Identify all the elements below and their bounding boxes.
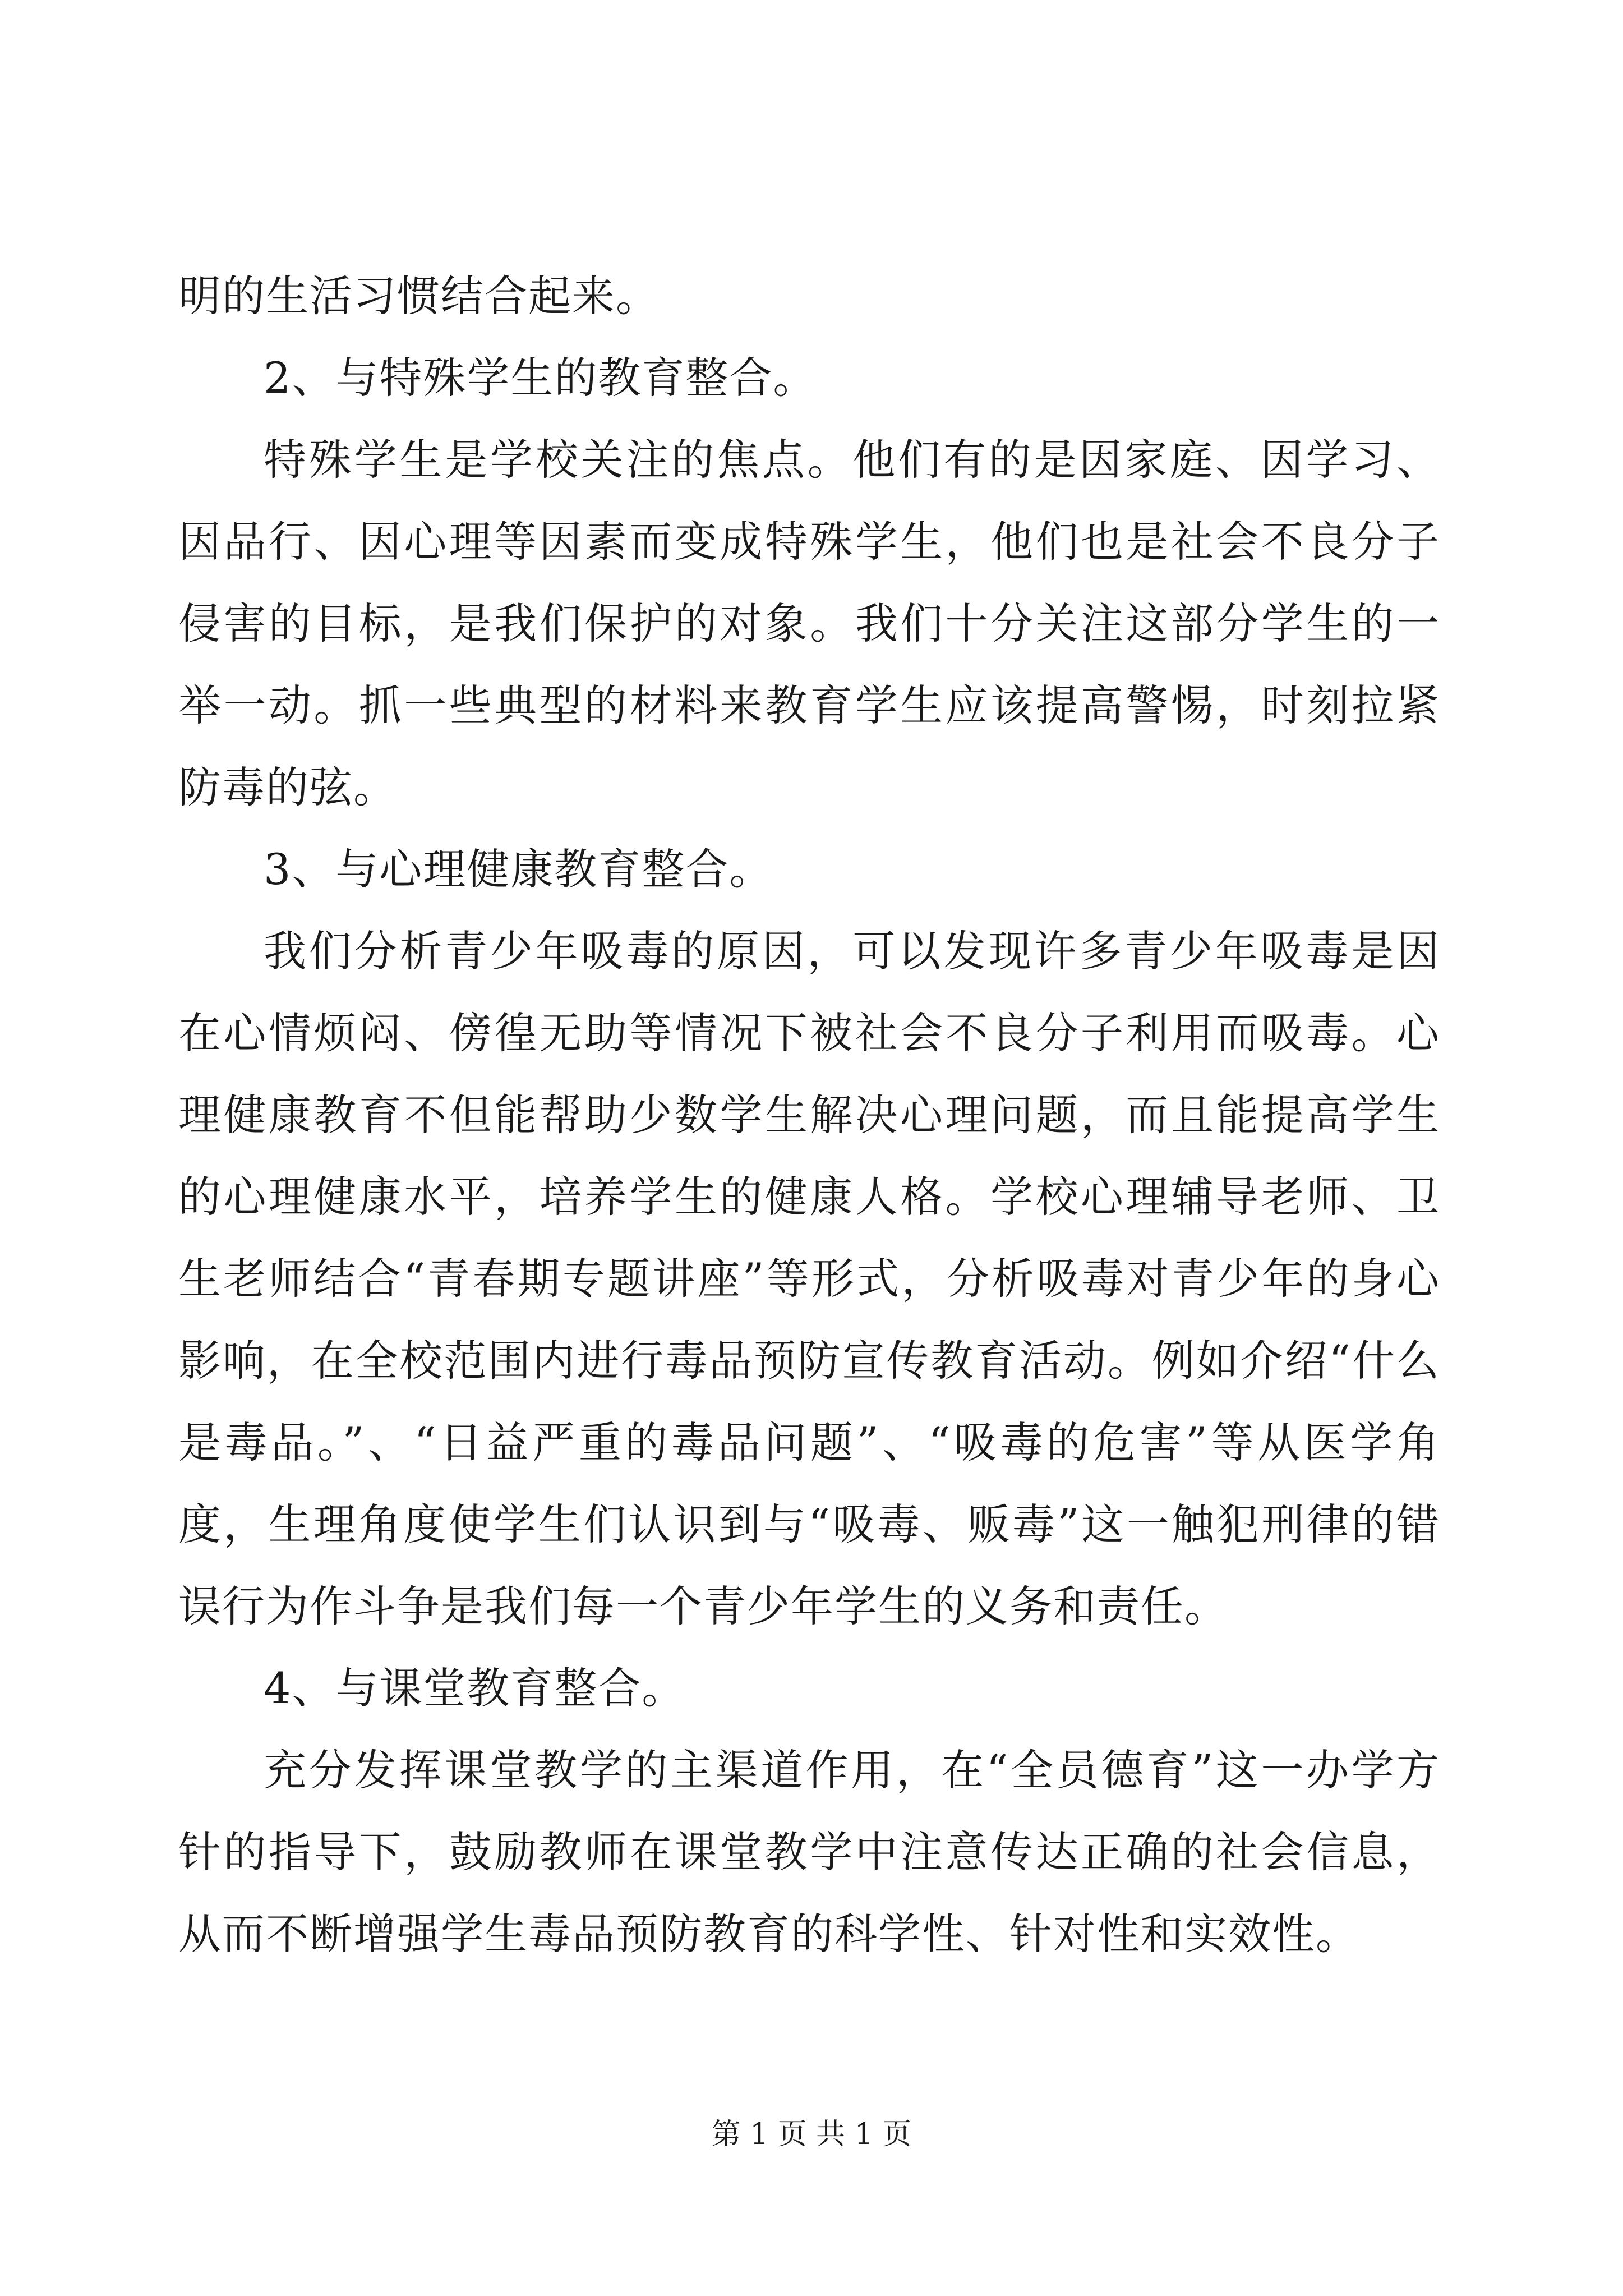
document-body [178, 255, 1440, 1975]
paragraph-classroom: 充分发挥课堂教学的主渠道作用，在“全员德育”这一办学方针的指导下，鼓励教师在课堂教学中注意传达正确的社会信息，从而不断增强学生毒品预防教育的科学性、针对性和实效性。 [178, 1745, 1440, 1959]
section-heading-4: 4、与课堂教育整合。 [264, 1663, 686, 1713]
section-heading-3: 3、与心理健康教育整合。 [264, 844, 773, 894]
paragraph-continuation: 明的生活习惯结合起来。 [178, 271, 660, 321]
section-heading-2: 2、与特殊学生的教育整合。 [264, 353, 817, 403]
paragraph-special-students: 特殊学生是学校关注的焦点。他们有的是因家庭、因学习、因品行、因心理等因素而变成特殊学生，他们也是社会不良分子侵害的目标，是我们保护的对象。我们十分关注这部分学生的一举一动。抓一些典型的材料来教育学生应该提高警惕，时刻拉紧防毒的弦。 [178, 435, 1440, 812]
page-footer: 第 1 页 共 1 页 [711, 2118, 912, 2151]
paragraph-mental-health: 我们分析青少年吸毒的原因，可以发现许多青少年吸毒是因在心情烦闷、傍徨无助等情况下被社会不良分子利用而吸毒。心理健康教育不但能帮助少数学生解决心理问题，而且能提高学生的心理健康水平，培养学生的健康人格。学校心理辅导老师、卫生老师结合“青春期专题讲座”等形式，分析吸毒对青少年的身心影响，在全校范围内进行毒品预防宣传教育活动。例如介绍“什么是毒品。”、“日益严重的毒品问题”、“吸毒的危害”等从医学角度，生理角度使学生们认识到与“吸毒、贩毒”这一触犯刑律的错误行为作斗争是我们每一个青少年学生的义务和责任。 [178, 926, 1440, 1631]
